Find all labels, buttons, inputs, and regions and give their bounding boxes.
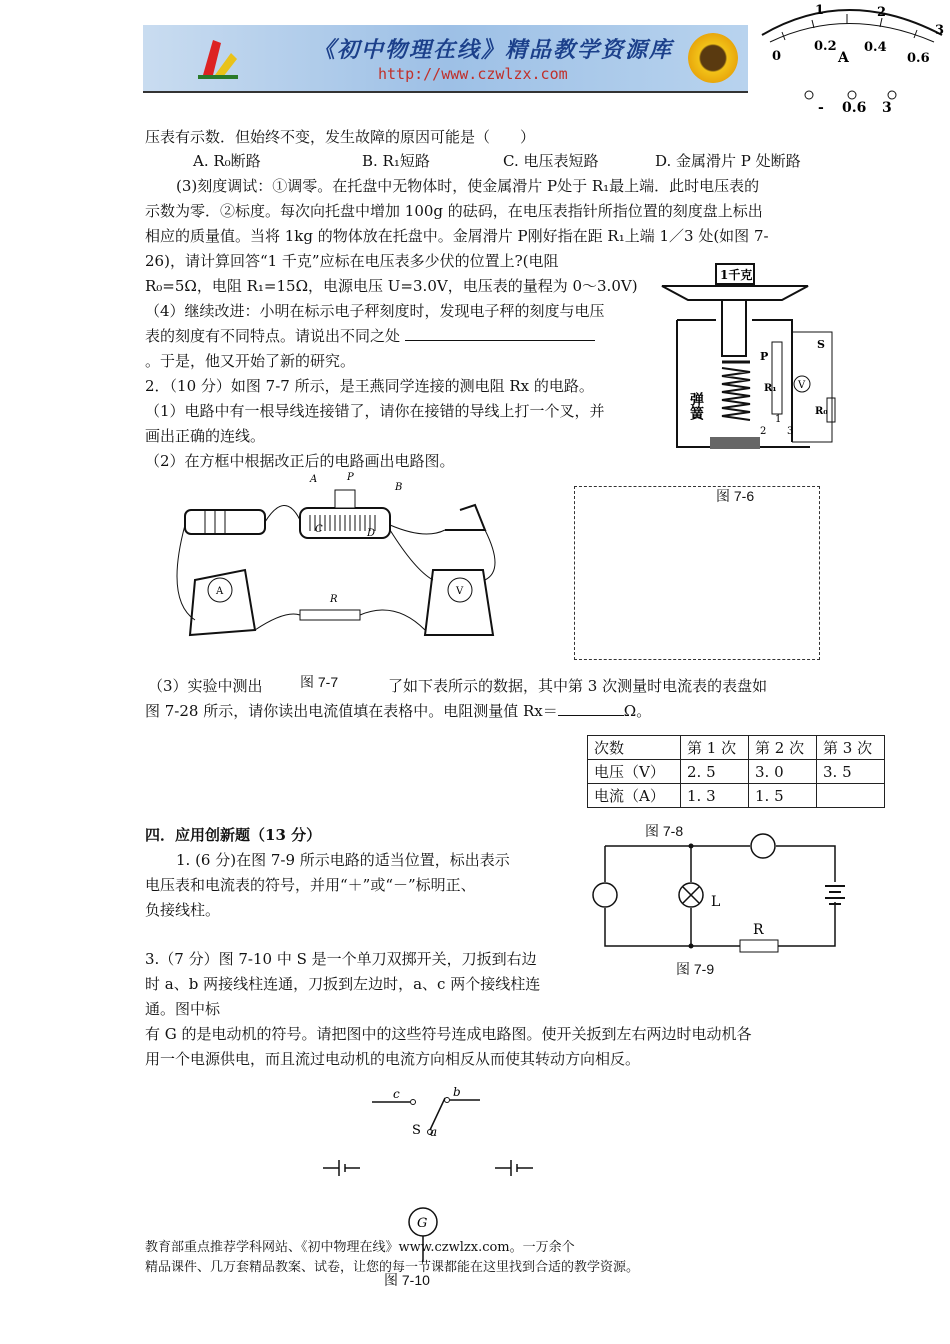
table-cell: 电流（A） xyxy=(588,784,681,808)
terminal-a-label: a xyxy=(430,1125,438,1139)
table-row xyxy=(588,784,885,808)
motor-label: G xyxy=(417,1216,428,1231)
text-line: 了如下表所示的数据，其中第 3 次测量时电流表的表盘如 xyxy=(388,677,768,695)
section-title: 四．应用创新题（13 分） xyxy=(145,826,322,844)
text-line: （3）实验中测出 xyxy=(148,677,263,695)
table-cell: 3. 5 xyxy=(817,760,885,784)
sunflower-image xyxy=(688,33,738,83)
data-table xyxy=(587,735,885,808)
electronic-scale-figure xyxy=(672,262,828,468)
table-cell: 1. 5 xyxy=(749,784,817,808)
terminal-label: 3 xyxy=(882,100,892,116)
text: 图 7-28 所示，请你读出电流值填在表格中。电阻测量值 Rx＝ xyxy=(145,702,558,720)
table-header-row xyxy=(588,736,885,760)
answer-blank[interactable] xyxy=(405,326,595,341)
text-line: 3.（7 分）图 7-10 中 S 是一个单刀双掷开关，刀扳到右边 xyxy=(145,950,537,968)
s-label: S xyxy=(817,338,825,351)
footer-line: 教育部重点推荐学科网站、《初中物理在线》www.czwlzx.com。一万余个 xyxy=(145,1240,575,1255)
terminal-label: 0.6 xyxy=(842,100,867,116)
v-label: V xyxy=(798,380,806,391)
resistor-label: R xyxy=(753,922,764,938)
circuit-apparatus-figure xyxy=(175,470,505,660)
terminal-c-label: c xyxy=(393,1087,400,1101)
text-line: 画出正确的连线。 xyxy=(145,427,266,445)
text-line-with-blank xyxy=(145,326,595,346)
header-url[interactable]: http://www.czwlzx.com xyxy=(378,65,568,83)
label: B xyxy=(395,482,403,493)
text-line: R₀=5Ω，电阻 R₁=15Ω，电源电压 U=3.0V，电压表的量程为 0～3.0V) xyxy=(145,277,638,295)
text-line: 。于是，他又开始了新的研究。 xyxy=(145,352,356,370)
r1-label: R₁ xyxy=(764,383,777,394)
switch-label: S xyxy=(412,1123,421,1138)
text-line: （4）继续改进：小明在标示电子秤刻度时，发现电子秤的刻度与电压 xyxy=(145,302,605,320)
terminal-b-label: b xyxy=(453,1085,461,1099)
dial-label: 1 xyxy=(815,3,825,18)
option-b: B. R₁短路 xyxy=(362,152,430,170)
table-cell: 电压（V） xyxy=(588,760,681,784)
text-line: （1）电路中有一根导线连接错了，请你在接错的导线上打一个叉，并 xyxy=(145,402,605,420)
text-line: （2）在方框中根据改正后的电路画出电路图。 xyxy=(145,452,455,470)
answer-drawing-box[interactable] xyxy=(574,486,820,660)
dial-label: 0.4 xyxy=(864,40,887,55)
table-cell: 第 3 次 xyxy=(817,736,885,760)
dial-label: 0 xyxy=(772,49,782,64)
text-line: 1. (6 分)在图 7-9 所示电路的适当位置，标出表示 xyxy=(176,851,510,869)
answer-cell[interactable] xyxy=(817,784,885,808)
table-cell: 第 2 次 xyxy=(749,736,817,760)
answer-blank[interactable] xyxy=(558,701,624,716)
text-line: 26)，请计算回答“1 千克”应标在电压表多少伏的位置上?(电阻 xyxy=(145,252,559,270)
lamp-label: L xyxy=(711,894,721,910)
figure-caption: 图 7-7 xyxy=(300,674,339,690)
p-label: P xyxy=(760,350,769,363)
dial-label: 0.6 xyxy=(907,51,930,66)
r0-label: R₀ xyxy=(815,406,828,417)
label: C xyxy=(315,524,323,535)
text-line: (3)刻度调试：①调零。在托盘中无物体时，使金属滑片 P处于 R₁最上端．此时电压表的 xyxy=(176,177,760,195)
dial-label: 2 xyxy=(877,5,887,20)
option-a: A. R₀断路 xyxy=(193,152,261,170)
terminal-label: - xyxy=(818,100,824,116)
text-line-with-blank xyxy=(145,701,651,721)
table-cell: 第 1 次 xyxy=(681,736,749,760)
n-label: 2 xyxy=(760,426,767,437)
label: D xyxy=(367,528,376,539)
option-d: D. 金属滑片 P 处断路 xyxy=(655,152,801,170)
text-line: 相应的质量值。当将 1kg 的物体放在托盘中。金屑滑片 P刚好指在距 R₁上端 1／3 处(如图 7- xyxy=(145,227,769,245)
voltmeter-label: V xyxy=(456,586,464,597)
figure-caption: 图 7-8 xyxy=(645,823,684,839)
site-logo xyxy=(193,35,243,81)
text-line: 2．（10 分）如图 7-7 所示，是王燕同学连接的测电阻 Rx 的电路。 xyxy=(145,377,594,395)
ammeter-label: A xyxy=(216,586,224,597)
n-label: 1 xyxy=(775,414,782,425)
text-line: 通。图中标 xyxy=(145,1000,221,1018)
text-line: 电压表和电流表的符号，并用“＋”或“－”标明正、 xyxy=(145,876,476,894)
ammeter-dial-figure xyxy=(752,0,950,125)
figure-caption: 图 7-6 xyxy=(716,488,755,504)
n-label: 3 xyxy=(787,426,794,437)
dial-label: 0.2 xyxy=(814,39,837,54)
text-line: 用一个电源供电，而且流过电动机的电流方向相反从而使其转动方向相反。 xyxy=(145,1050,641,1068)
weight-label: 1千克 xyxy=(720,268,753,282)
label: P xyxy=(347,472,354,483)
figure-caption: 图 7-10 xyxy=(384,1272,430,1288)
label: A xyxy=(310,474,318,485)
text: Ω。 xyxy=(623,702,652,720)
text-line: 时 a、b 两接线柱连通，刀扳到左边时，a、c 两个接线柱连 xyxy=(145,975,541,993)
table-cell: 1. 3 xyxy=(681,784,749,808)
footer-line: 精品课件、几万套精品教案、试卷，让您的每一节课都能在这里找到合适的教学资源。 xyxy=(145,1260,640,1275)
table-cell: 3. 0 xyxy=(749,760,817,784)
text-line: 示数为零．②标度。每次向托盘中增加 100g 的砝码，在电压表指针所指位置的刻度盘上标出 xyxy=(145,202,763,220)
text-line: 负接线柱。 xyxy=(145,901,221,919)
text: 表的刻度有不同特点。请说出不同之处 xyxy=(145,327,401,345)
resistor-label: R xyxy=(330,594,338,605)
spring-label: 弹簧 xyxy=(688,392,704,420)
table-cell: 次数 xyxy=(588,736,681,760)
dial-label: 3 xyxy=(935,23,945,38)
header-title: 《初中物理在线》精品教学资源库 xyxy=(313,37,674,63)
option-c: C. 电压表短路 xyxy=(503,152,599,170)
dial-unit: A xyxy=(838,50,849,66)
header-banner xyxy=(143,25,748,93)
figure-caption: 图 7-9 xyxy=(676,961,715,977)
circuit-diagram-7-9 xyxy=(585,830,845,960)
table-cell: 2. 5 xyxy=(681,760,749,784)
table-row xyxy=(588,760,885,784)
text-line: 压表有示数．但始终不变，发生故障的原因可能是（ ） xyxy=(145,128,536,146)
text-line: 有 G 的是电动机的符号。请把图中的这些符号连成电路图。使开关扳到左右两边时电动机各 xyxy=(145,1025,752,1043)
